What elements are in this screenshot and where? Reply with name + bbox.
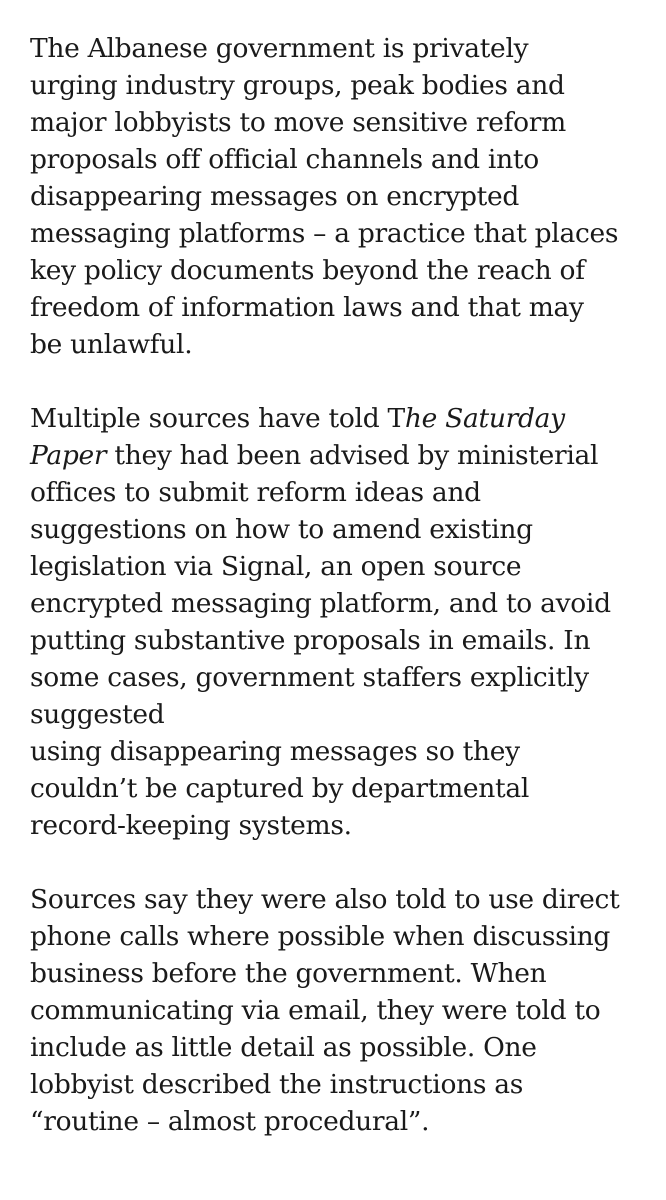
- text-line: suggestions on how to amend existing: [30, 514, 533, 545]
- text-line: suggested: [30, 699, 165, 730]
- text-line: putting substantive proposals in emails. In: [30, 625, 591, 656]
- text-line: include as little detail as possible. One: [30, 1032, 537, 1063]
- text-run: they had been advised by ministerial: [106, 440, 599, 471]
- article-body: [30, 30, 646, 1140]
- text-line: freedom of information laws and that may: [30, 292, 584, 323]
- text-line: urging industry groups, peak bodies and: [30, 70, 565, 101]
- text-line: some cases, government staffers explicitly: [30, 662, 589, 693]
- text-line: record-keeping systems.: [30, 810, 352, 841]
- text-line: proposals off official channels and into: [30, 144, 539, 175]
- text-line: offices to submit reform ideas and: [30, 477, 481, 508]
- text-line: major lobbyists to move sensitive reform: [30, 107, 566, 138]
- text-line: lobbyist described the instructions as: [30, 1069, 524, 1100]
- text-line: business before the government. When: [30, 958, 547, 989]
- text-line: disappearing messages on encrypted: [30, 181, 520, 212]
- publication-title-fragment: he Saturday: [404, 403, 565, 434]
- text-line: using disappearing messages so they: [30, 736, 520, 767]
- text-line: messaging platforms – a practice that places: [30, 218, 619, 249]
- text-line: be unlawful.: [30, 329, 193, 360]
- paragraph-3: [30, 881, 646, 1140]
- text-line: [30, 400, 646, 437]
- text-line: “routine – almost procedural”.: [30, 1106, 430, 1137]
- text-line: legislation via Signal, an open source: [30, 551, 522, 582]
- text-line: encrypted messaging platform, and to avoid: [30, 588, 611, 619]
- text-line: couldn’t be captured by departmental: [30, 773, 530, 804]
- text-line: phone calls where possible when discussing: [30, 921, 611, 952]
- text-line: communicating via email, they were told to: [30, 995, 601, 1026]
- text-run: Multiple sources have told T: [30, 403, 405, 434]
- paragraph-1: [30, 30, 646, 363]
- paragraph-spacer: [30, 363, 646, 400]
- text-line: Sources say they were also told to use direct: [30, 884, 620, 915]
- paragraph-2: [30, 400, 646, 844]
- text-line: [30, 437, 646, 474]
- text-line: key policy documents beyond the reach of: [30, 255, 585, 286]
- paragraph-spacer: [30, 844, 646, 881]
- text-line: The Albanese government is privately: [30, 33, 529, 64]
- publication-title-fragment: Paper: [30, 440, 107, 471]
